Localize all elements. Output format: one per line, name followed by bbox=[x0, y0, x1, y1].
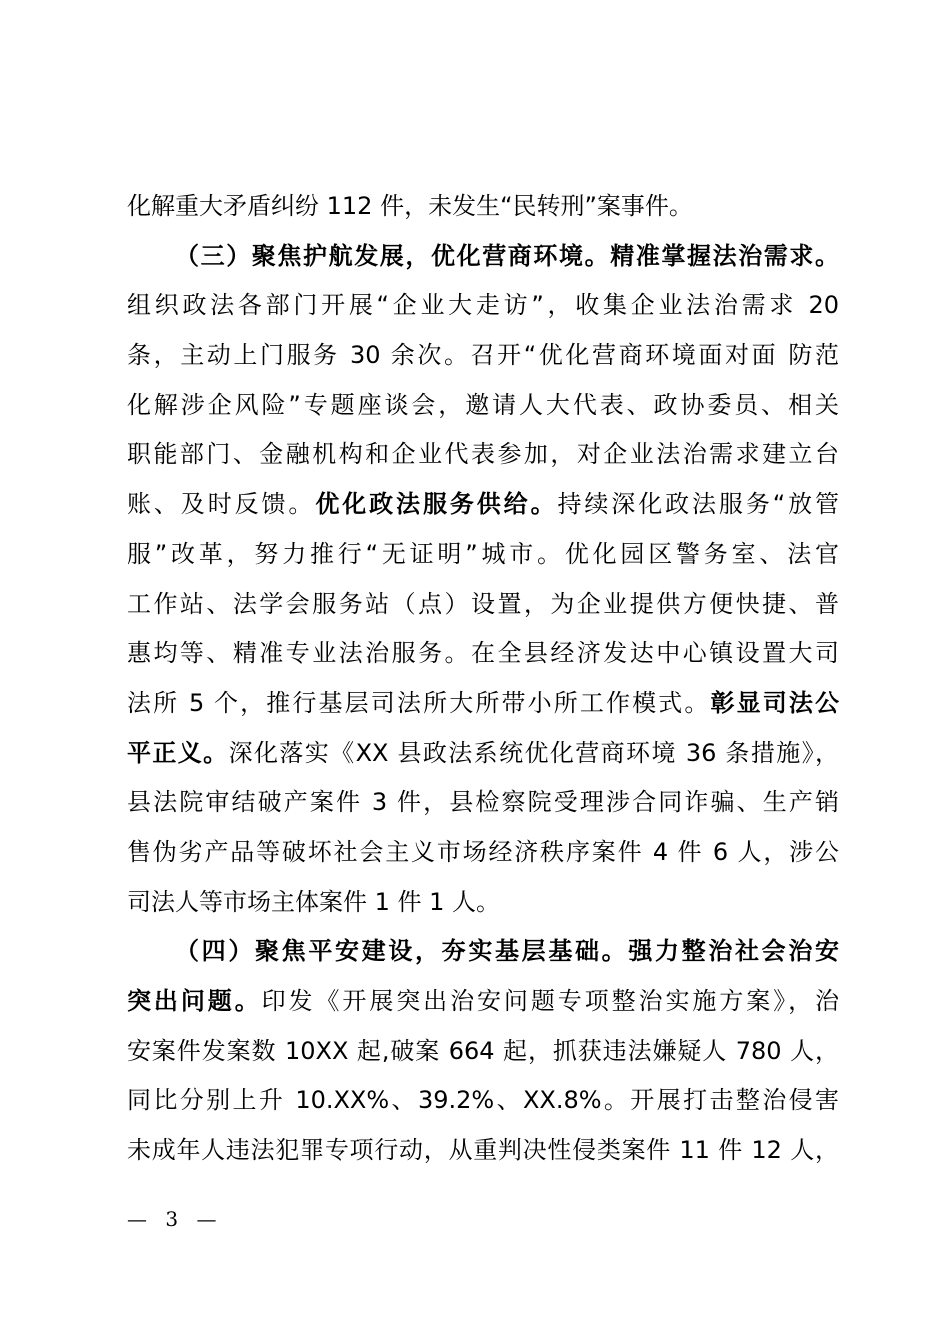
text-segment: 深化落实《XX 县政法系统优化营商环境 36 条措施》， bbox=[228, 738, 840, 767]
text-segment: 工作站、法学会服务站（点）设置，为企业提供方便快捷、普 bbox=[127, 589, 839, 618]
text-line bbox=[127, 530, 839, 580]
text-segment: 售伪劣产品等破坏社会主义市场经济秩序案件 4 件 6 人，涉公 bbox=[127, 837, 839, 866]
text-segment: 职能部门、金融机构和企业代表参加，对企业法治需求建立台 bbox=[127, 440, 839, 469]
text-line bbox=[127, 679, 839, 729]
text-line bbox=[127, 281, 839, 331]
text-segment: 化解重大矛盾纠纷 112 件，未发生“民转刑”案事件。 bbox=[127, 192, 693, 220]
text-segment: 未成年人违法犯罪专项行动，从重判决性侵类案件 11 件 12 人， bbox=[127, 1136, 839, 1165]
bold-text-segment: 突出问题。 bbox=[127, 987, 262, 1015]
text-line bbox=[127, 1027, 839, 1077]
bold-text-segment: （三）聚焦护航发展，优化营商环境。精准掌握法治需求。 bbox=[175, 241, 839, 270]
text-line bbox=[127, 430, 839, 480]
text-segment: 化解涉企风险”专题座谈会，邀请人大代表、政协委员、相关 bbox=[127, 390, 839, 419]
text-line bbox=[127, 729, 839, 779]
text-line bbox=[127, 1126, 839, 1176]
text-line bbox=[127, 927, 839, 977]
text-segment: 县法院审结破产案件 3 件，县检察院受理涉合同诈骗、生产销 bbox=[127, 788, 839, 817]
text-segment: 持续深化政法服务“放管 bbox=[557, 490, 839, 519]
text-line bbox=[127, 381, 839, 431]
text-line bbox=[127, 629, 839, 679]
text-segment: 服”改革，努力推行“无证明”城市。优化园区警务室、法官 bbox=[127, 539, 839, 568]
text-line bbox=[127, 580, 839, 630]
text-line bbox=[127, 232, 839, 282]
text-segment: 司法人等市场主体案件 1 件 1 人。 bbox=[127, 887, 501, 916]
text-segment: 安案件发案数 10XX 起,破案 664 起，抓获违法嫌疑人 780 人， bbox=[127, 1036, 839, 1065]
bold-text-segment: 彰显司法公 bbox=[710, 688, 839, 717]
bold-text-segment: 平正义。 bbox=[127, 738, 229, 767]
text-segment: 惠均等、精准专业法治服务。在全县经济发达中心镇设置大司 bbox=[127, 639, 839, 668]
text-segment: 条，主动上门服务 30 余次。召开“优化营商环境面对面 防范 bbox=[127, 341, 839, 370]
text-line bbox=[127, 828, 839, 878]
text-segment: 同比分别上升 10.XX%、39.2%、XX.8%。开展打击整治侵害 bbox=[127, 1086, 839, 1115]
text-line bbox=[127, 977, 839, 1027]
text-line bbox=[127, 878, 839, 928]
text-segment: 法所 5 个，推行基层司法所大所带小所工作模式。 bbox=[127, 688, 711, 717]
text-line bbox=[127, 480, 839, 530]
document-body bbox=[127, 182, 839, 1176]
text-segment: 组织政法各部门开展“企业大走访”，收集企业法治需求 20 bbox=[127, 291, 839, 320]
bold-text-segment: 优化政法服务供给。 bbox=[315, 490, 558, 519]
text-segment: 印发《开展突出治安问题专项整治实施方案》，治 bbox=[261, 987, 840, 1015]
text-line bbox=[127, 1076, 839, 1126]
text-line bbox=[127, 182, 839, 232]
text-segment: 账、及时反馈。 bbox=[127, 490, 316, 519]
text-line bbox=[127, 331, 839, 381]
bold-text-segment: （四）聚焦平安建设，夯实基层基础。强力整治社会治安 bbox=[175, 937, 839, 966]
text-line bbox=[127, 778, 839, 828]
page-number: — 3 — bbox=[127, 1207, 223, 1231]
